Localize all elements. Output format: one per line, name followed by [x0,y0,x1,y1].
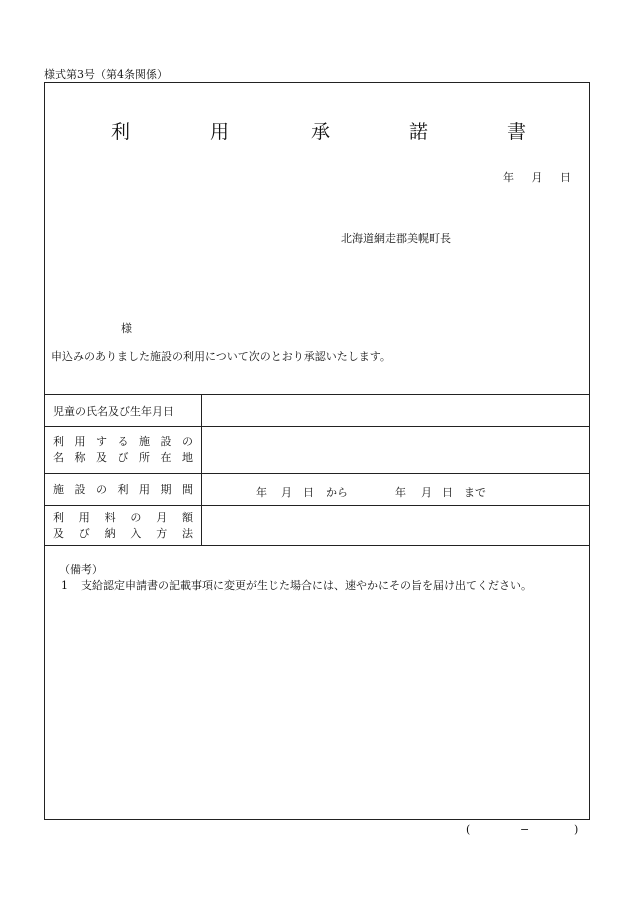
facility-value [202,427,589,473]
approval-statement: 申込みのありました施設の利用について次のとおり承認いたします。 [51,350,391,363]
title-char: 書 [507,121,527,143]
fee-value [202,506,589,545]
period-value [202,474,589,505]
issuer-name: 北海道網走郡美幌町長 [341,232,451,245]
footer-close-paren: ) [574,823,579,836]
document-frame [44,82,590,820]
fee-label [45,506,202,545]
to-word: まで [464,486,486,499]
child-value [202,395,589,426]
row-period [45,473,589,505]
fee-label-line1: 利 用 料 の 月 額 [53,511,193,524]
from-word: から [326,486,348,499]
title-char: 用 [210,121,230,143]
title-char: 利 [111,121,131,143]
from-year: 年 [256,486,267,499]
date-year: 年 [503,171,514,184]
facility-label-line1: 利 用 す る 施 設 の [53,435,193,448]
facility-label [45,427,202,473]
date-month: 月 [531,171,543,184]
addressee-suffix: 様 [121,322,132,335]
from-day: 日 [303,486,314,499]
document-title [45,117,589,141]
form-number: 様式第3号（第4条関係） [44,68,168,81]
fee-label-line2: 及 び 納 入 方 法 [53,527,193,540]
row-child [45,394,589,426]
row-fee [45,505,589,545]
child-label: 児童の氏名及び生年月日 [45,395,202,426]
from-month: 月 [281,486,292,499]
notes-heading: （備考） [59,563,103,576]
to-day: 日 [442,486,453,499]
footer-dash: − [520,823,530,836]
issue-date [503,169,583,185]
row-facility [45,426,589,473]
notes-item-text: 支給認定申請書の記載事項に変更が生じた場合には、速やかにその旨を届け出てください。 [81,579,532,592]
to-month: 月 [421,486,432,499]
to-year: 年 [395,486,406,499]
date-day: 日 [560,171,571,184]
period-label: 施 設 の 利 用 期 間 [45,474,202,505]
notes-divider [45,545,589,546]
footer-code [466,823,580,837]
title-char: 諾 [409,121,429,143]
footer-open-paren: ( [466,823,471,836]
notes-item [61,577,532,593]
facility-label-line2: 名 称 及 び 所 在 地 [53,451,193,464]
notes-item-number: 1 [61,579,68,592]
title-char: 承 [311,121,331,143]
